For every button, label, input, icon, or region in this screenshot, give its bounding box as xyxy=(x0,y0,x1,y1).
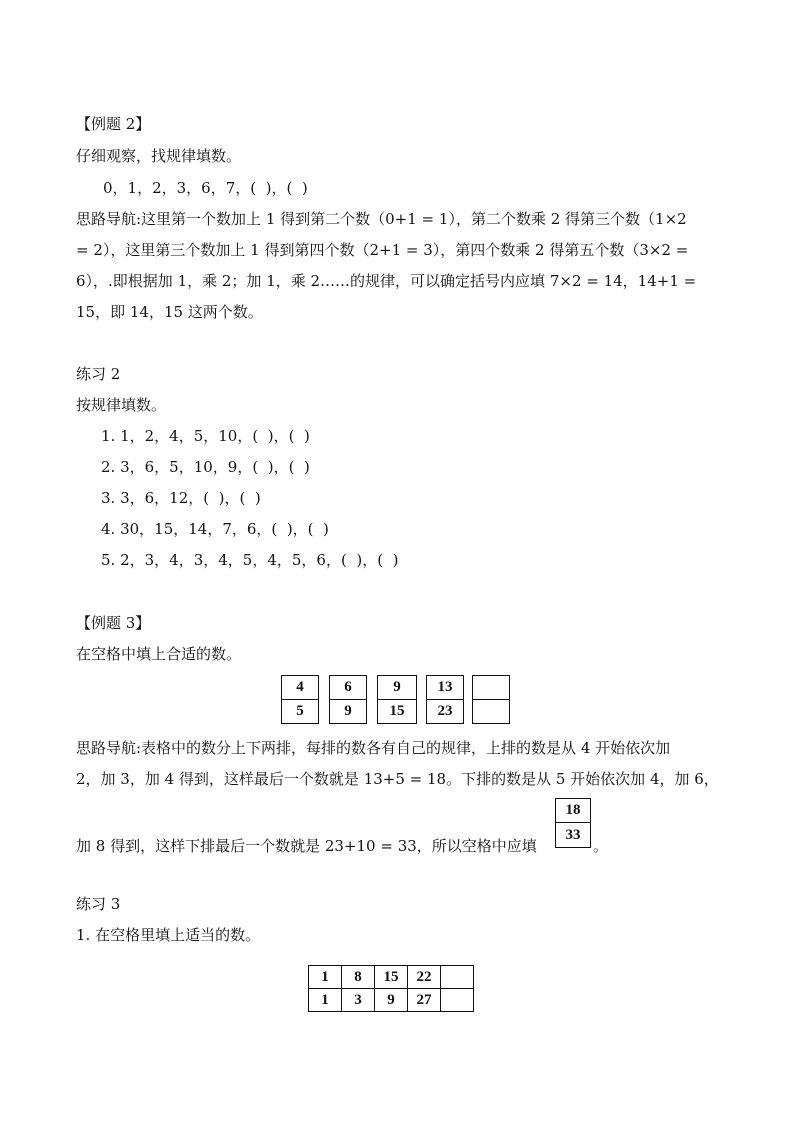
number-box-top: 6 xyxy=(330,676,366,700)
exercise2-item: 5. 2，3，4，3，4，5，4，5，6，( )，( ) xyxy=(101,551,399,569)
exercise2-title: 练习 2 xyxy=(76,365,121,383)
example2-title: 【例题 2】 xyxy=(76,115,151,133)
answer-box-bottom: 33 xyxy=(565,826,581,843)
example2-sequence: 0，1，2，3，6，7，( )，( ) xyxy=(103,179,308,197)
table-cell: 22 xyxy=(408,966,441,989)
exercise2-instruction: 按规律填数。 xyxy=(76,396,167,414)
exercise2-item: 3. 3，6，12，( )，( ) xyxy=(101,489,261,507)
number-box-bottom: 9 xyxy=(344,702,352,719)
table-cell-blank xyxy=(441,966,474,989)
table-cell: 1 xyxy=(309,966,342,989)
number-box-top: 4 xyxy=(282,676,318,700)
number-box-top: 13 xyxy=(427,676,463,700)
table-row xyxy=(309,966,474,989)
table-cell: 27 xyxy=(408,989,441,1012)
number-box-top: 9 xyxy=(378,676,416,700)
number-box-bottom: 5 xyxy=(296,702,304,719)
number-box-top xyxy=(473,676,509,700)
exercise3-item: 1. 在空格里填上适当的数。 xyxy=(76,926,261,944)
example2-solution-line: 15，即 14，15 这两个数。 xyxy=(76,303,263,321)
exercise2-item: 2. 3，6，5，10，9，( )，( ) xyxy=(101,458,310,476)
example2-solution-line: = 2），这里第三个数加上 1 得到第四个数（2+1 = 3），第四个数乘 2 得第五个数（3×2 = xyxy=(76,241,689,259)
number-box-blank xyxy=(472,675,510,724)
table-cell: 3 xyxy=(342,989,375,1012)
example3-solution-line: 思路导航:表格中的数分上下两排，每排的数各有自己的规律，上排的数是从 4 开始依次加 xyxy=(76,739,671,757)
example3-title: 【例题 3】 xyxy=(76,614,151,632)
answer-box-top: 18 xyxy=(556,799,590,823)
number-box xyxy=(281,675,319,724)
example3-solution-end: 。 xyxy=(593,837,609,855)
exercise2-item: 1. 1，2，4，5，10，( )，( ) xyxy=(101,427,310,445)
table-cell: 15 xyxy=(375,966,408,989)
exercise2-item: 4. 30，15，14，7，6，( )，( ) xyxy=(101,520,329,538)
example3-instruction: 在空格中填上合适的数。 xyxy=(76,645,242,663)
table-cell: 1 xyxy=(309,989,342,1012)
example3-solution-line: 2，加 3，加 4 得到，这样最后一个数就是 13+5 = 18。下排的数是从 5 开始依次加 4，加 6， xyxy=(76,770,719,788)
table-cell: 9 xyxy=(375,989,408,1012)
sequence-table xyxy=(308,965,474,1012)
number-box-bottom xyxy=(473,700,509,724)
number-box-bottom: 23 xyxy=(437,702,453,719)
example2-solution-line: 思路导航:这里第一个数加上 1 得到第二个数（0+1 = 1），第二个数乘 2 得第三个数（1×2 xyxy=(76,210,687,228)
table-cell: 8 xyxy=(342,966,375,989)
table-cell-blank xyxy=(441,989,474,1012)
number-box-bottom: 15 xyxy=(389,702,405,719)
number-box xyxy=(377,675,417,724)
example3-solution-line: 加 8 得到，这样下排最后一个数就是 23+10 = 33，所以空格中应填 xyxy=(76,837,537,855)
number-box xyxy=(329,675,367,724)
example2-solution-line: 6），.即根据加 1，乘 2；加 1，乘 2……的规律，可以确定括号内应填 7×2 = 14，14+1 = xyxy=(76,272,697,290)
table-row xyxy=(309,989,474,1012)
example2-instruction: 仔细观察，找规律填数。 xyxy=(76,147,242,165)
number-box xyxy=(426,675,464,724)
exercise3-title: 练习 3 xyxy=(76,895,121,913)
answer-box xyxy=(555,798,591,848)
